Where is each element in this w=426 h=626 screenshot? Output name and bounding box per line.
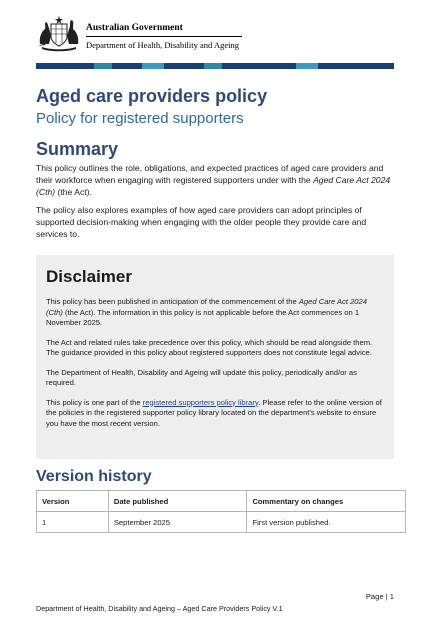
commonwealth-coat-of-arms-icon bbox=[36, 14, 82, 52]
table-header-row bbox=[37, 491, 406, 512]
version-history-heading: Version history bbox=[36, 468, 152, 485]
color-bar-segment bbox=[142, 63, 164, 69]
disclaimer-heading: Disclaimer bbox=[46, 267, 132, 286]
color-bar-segment bbox=[36, 63, 58, 69]
version-cell: 1 bbox=[37, 512, 109, 533]
government-wordmark bbox=[86, 23, 242, 50]
color-bar-segment bbox=[112, 63, 142, 69]
page-number: Page | 1 bbox=[365, 592, 394, 601]
government-header bbox=[36, 14, 396, 54]
column-header-version: Version bbox=[37, 491, 109, 512]
color-bar-segment bbox=[58, 63, 94, 69]
date-cell: September 2025 bbox=[108, 512, 247, 533]
disclaimer-paragraph-4 bbox=[46, 398, 384, 430]
column-header-date: Date published bbox=[108, 491, 247, 512]
summary-section bbox=[36, 162, 394, 246]
disclaimer-text: This policy has been published in anticipation of the commencement of the bbox=[46, 297, 299, 306]
disclaimer-paragraph-3: The Department of Health, Disability and Ageing will update this policy, periodically and/or as required. bbox=[46, 367, 357, 387]
document-subtitle: Policy for registered supporters bbox=[36, 110, 244, 127]
department-name: Department of Health, Disability and Ageing bbox=[86, 40, 239, 50]
disclaimer-paragraph-2: The Act and related rules take precedence over this policy, which should be read alongside them. The guidance provided in this policy about registered supporters does not constitute legal advice. bbox=[46, 337, 373, 357]
footer-text: Department of Health, Disability and Ageing – Aged Care Providers Policy V.1 bbox=[36, 604, 283, 613]
policy-library-link[interactable]: registered supporters policy library bbox=[142, 397, 259, 407]
summary-paragraph-2: The policy also explores examples of how aged care providers can adopt principles of supported decision-making when engaging with the older people they provide care and services to. bbox=[36, 205, 367, 239]
svg-text:·: · bbox=[58, 48, 60, 52]
color-bar-segment bbox=[164, 63, 204, 69]
document-title: Aged care providers policy bbox=[36, 86, 268, 106]
act-name-emphasis: Aged Care Act 2024 (Cth) bbox=[36, 175, 391, 197]
government-name: Australian Government bbox=[86, 23, 183, 33]
version-history-table bbox=[36, 490, 406, 533]
column-header-commentary: Commentary on changes bbox=[247, 491, 406, 512]
summary-text: This policy outlines the role, obligations, and expected practices of aged care providers and their workforce when engaging with registered supporters under with the bbox=[36, 163, 384, 185]
summary-paragraph-1 bbox=[36, 162, 394, 198]
color-bar-segment bbox=[266, 63, 296, 69]
act-name-emphasis: Aged Care Act 2024 (Cth) bbox=[46, 297, 367, 317]
color-bar-segment bbox=[94, 63, 112, 69]
disclaimer-text: (the Act). The information in this policy is not applicable before the Act commences on 1 November 2025. bbox=[46, 307, 360, 327]
header-rule bbox=[86, 36, 242, 37]
summary-heading: Summary bbox=[36, 139, 119, 159]
color-bar-segment bbox=[358, 63, 394, 69]
decorative-color-bar bbox=[36, 63, 394, 69]
disclaimer-text: . Please refer to the online version of the policies in the registered supporter policy library located on the department's website to ensure you have the most recent version. bbox=[46, 397, 382, 428]
color-bar-segment bbox=[296, 63, 318, 69]
disclaimer-text: This policy is one part of the bbox=[46, 397, 143, 407]
disclaimer-box bbox=[36, 255, 394, 459]
disclaimer-paragraph-1 bbox=[46, 297, 384, 329]
color-bar-segment bbox=[222, 63, 266, 69]
color-bar-segment bbox=[318, 63, 358, 69]
summary-text: (the Act). bbox=[55, 187, 92, 197]
table-row bbox=[37, 512, 406, 533]
color-bar-segment bbox=[204, 63, 222, 69]
commentary-cell: First version published. bbox=[247, 512, 406, 533]
